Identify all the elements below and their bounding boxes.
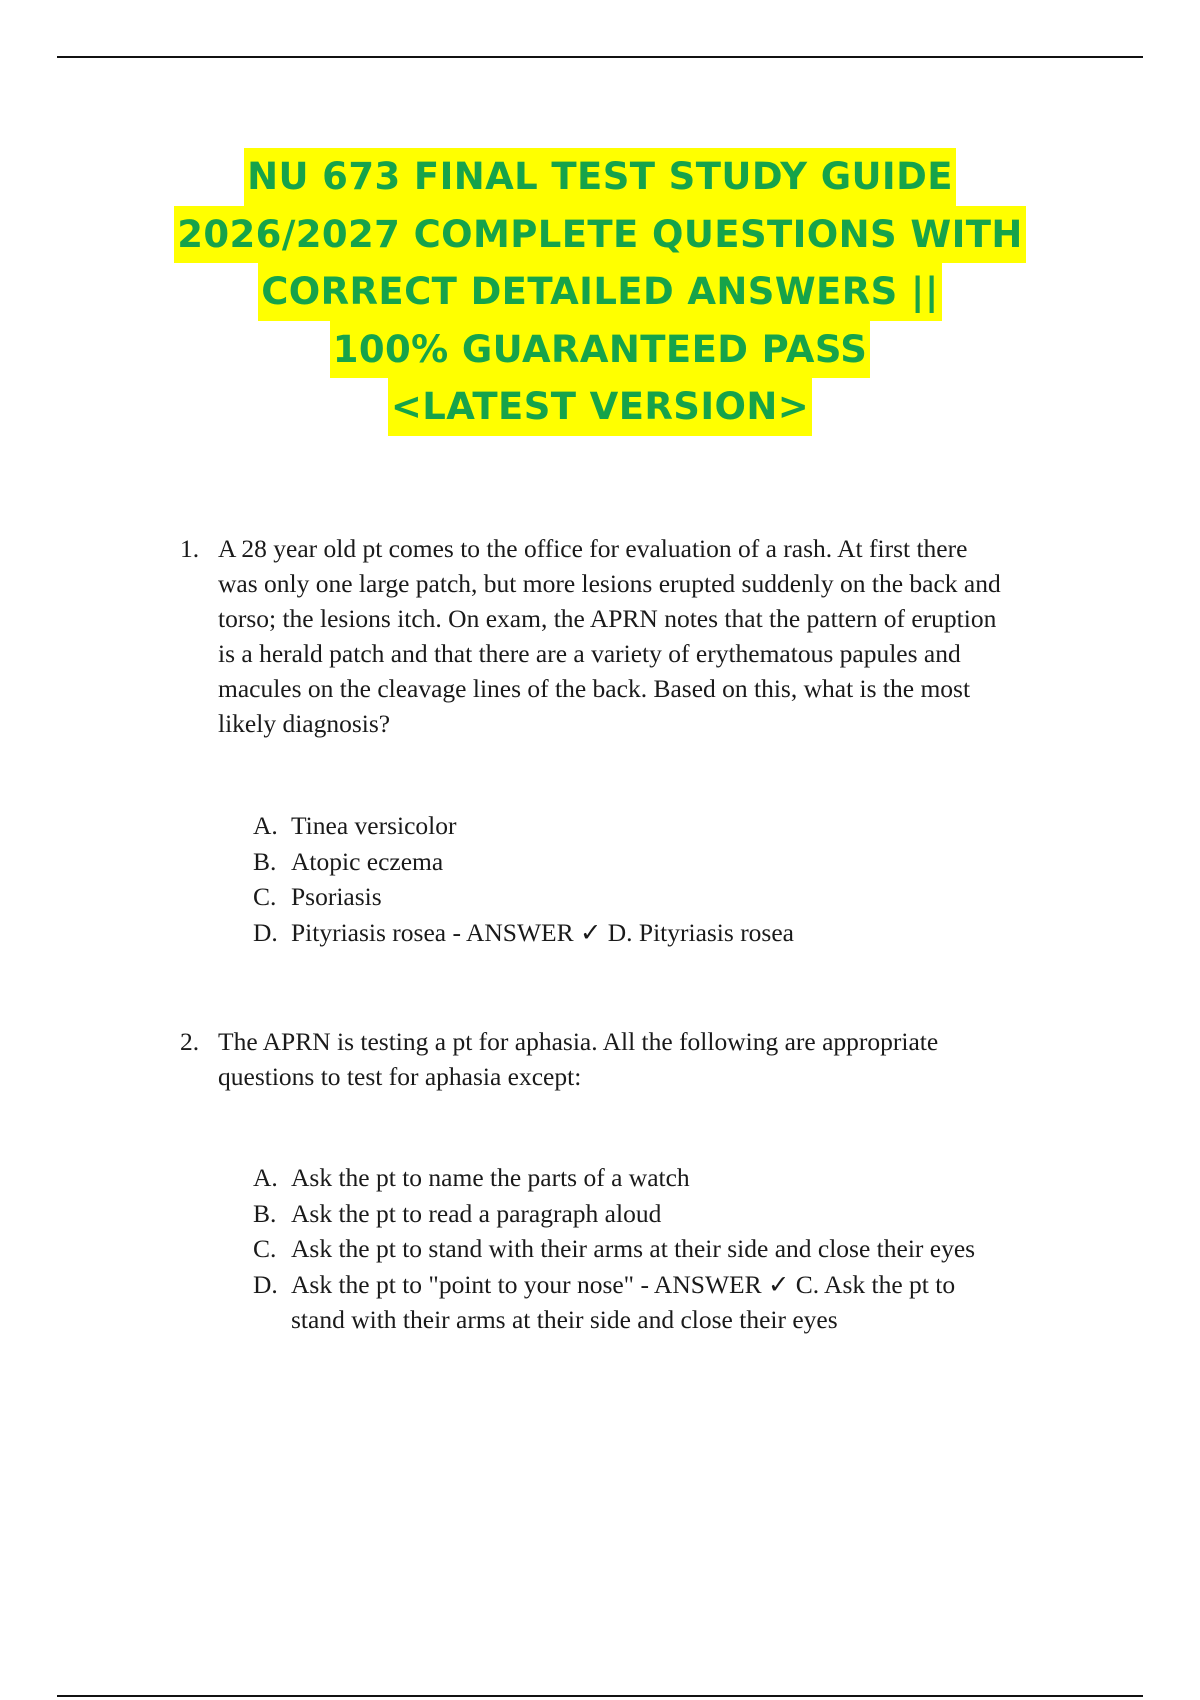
option-item bbox=[253, 808, 1113, 844]
title-line: CORRECT DETAILED ANSWERS || bbox=[258, 263, 942, 321]
option-text: Tinea versicolor bbox=[291, 811, 457, 840]
option-letter: A. bbox=[253, 811, 278, 840]
option-letter: A. bbox=[253, 1163, 278, 1192]
question-2 bbox=[180, 1024, 1100, 1094]
option-letter: C. bbox=[253, 1234, 277, 1263]
option-letter: D. bbox=[253, 1269, 278, 1299]
option-item bbox=[253, 844, 1113, 880]
question-text: A 28 year old pt comes to the office for evaluation of a rash. At first there was only one large patch, but more lesions erupted suddenly on the back and torso; the lesions itch. On exam, the APRN notes that the pattern of eruption is a herald patch and that there are a variety of erythematous papules and macules on the cleavage lines of the back. Based on this, what is the most likely diagnosis? bbox=[218, 534, 1001, 738]
option-item bbox=[253, 1196, 1113, 1232]
option-text: Psoriasis bbox=[291, 882, 382, 911]
option-item bbox=[253, 879, 1113, 915]
option-letter: B. bbox=[253, 1198, 277, 1228]
option-item bbox=[253, 1231, 1113, 1267]
top-divider bbox=[57, 56, 1143, 58]
question-2-options bbox=[253, 1160, 1113, 1338]
question-1-options bbox=[253, 808, 1113, 950]
option-text: Pityriasis rosea - ANSWER ✓ D. Pityriasis rosea bbox=[291, 917, 794, 947]
question-number: 2. bbox=[180, 1027, 200, 1056]
option-item-answer bbox=[253, 915, 1113, 951]
option-letter: B. bbox=[253, 846, 277, 876]
option-text: Atopic eczema bbox=[291, 846, 444, 876]
title-line: NU 673 FINAL TEST STUDY GUIDE bbox=[244, 148, 956, 206]
option-item bbox=[253, 1160, 1113, 1196]
question-1 bbox=[180, 531, 1100, 741]
option-text: Ask the pt to read a paragraph aloud bbox=[291, 1198, 662, 1228]
title-line: <LATEST VERSION> bbox=[388, 378, 812, 436]
title-line: 100% GUARANTEED PASS bbox=[330, 321, 871, 379]
document-title bbox=[60, 148, 1140, 436]
option-text: Ask the pt to "point to your nose" - ANSWER ✓ C. Ask the pt to stand with their arms at their side and close their eyes bbox=[291, 1269, 956, 1334]
option-text: Ask the pt to name the parts of a watch bbox=[291, 1163, 690, 1192]
bottom-divider bbox=[57, 1695, 1143, 1697]
option-text: Ask the pt to stand with their arms at their side and close their eyes bbox=[291, 1234, 976, 1263]
option-item-answer bbox=[253, 1267, 1113, 1338]
title-line: 2026/2027 COMPLETE QUESTIONS WITH bbox=[174, 206, 1026, 264]
option-letter: D. bbox=[253, 917, 278, 947]
question-text: The APRN is testing a pt for aphasia. All the following are appropriate questions to test for aphasia except: bbox=[218, 1027, 939, 1091]
option-letter: C. bbox=[253, 882, 277, 911]
question-number: 1. bbox=[180, 534, 200, 563]
